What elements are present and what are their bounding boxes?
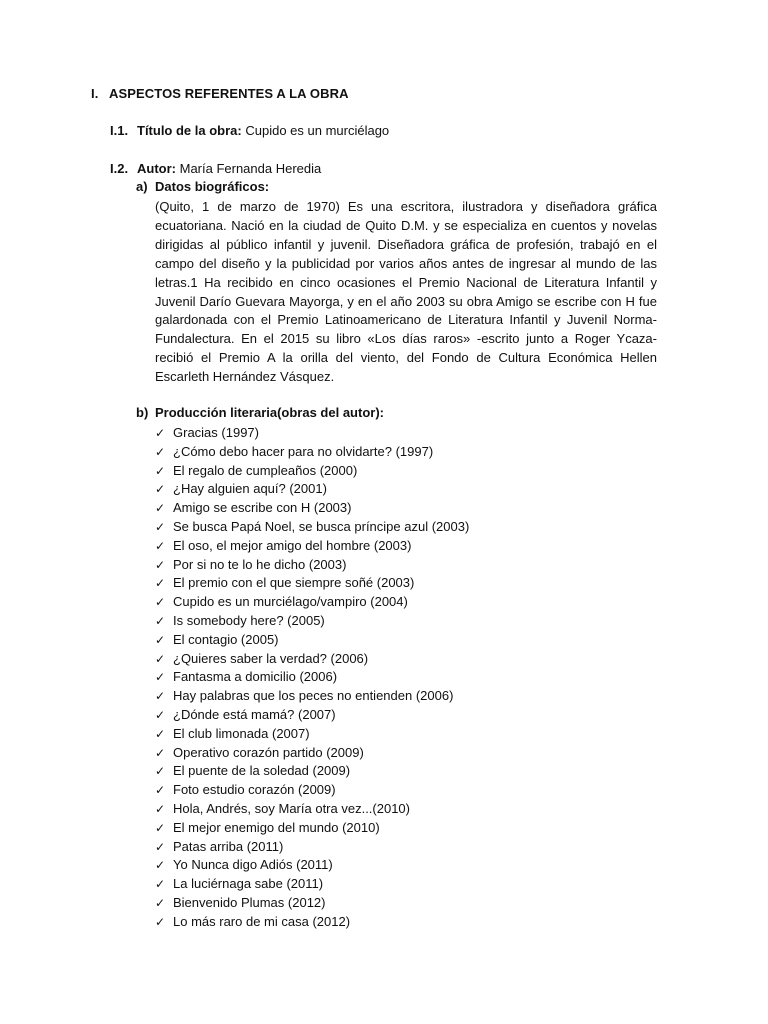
list-item-text: Foto estudio corazón (2009) <box>173 782 336 798</box>
checkmark-icon: ✓ <box>155 689 166 704</box>
checkmark-icon: ✓ <box>155 858 166 873</box>
list-item-text: El club limonada (2007) <box>173 725 310 741</box>
list-item-text: Hola, Andrés, soy María otra vez...(2010) <box>173 800 410 816</box>
list-item-text: Operativo corazón partido (2009) <box>173 744 364 760</box>
checkmark-icon: ✓ <box>155 670 166 685</box>
list-item <box>155 725 469 744</box>
checkmark-icon: ✓ <box>155 783 166 798</box>
list-item-text: El oso, el mejor amigo del hombre (2003) <box>173 537 412 553</box>
list-item-text: Lo más raro de mi casa (2012) <box>173 913 351 929</box>
list-item <box>155 819 469 838</box>
list-item-text: Se busca Papá Noel, se busca príncipe azul (2003) <box>173 518 470 534</box>
list-item-text: Por si no te lo he dicho (2003) <box>173 556 347 572</box>
checkmark-icon: ✓ <box>155 877 166 892</box>
checkmark-icon: ✓ <box>155 914 166 929</box>
works-list <box>155 424 469 932</box>
checkmark-icon: ✓ <box>155 632 166 647</box>
checkmark-icon: ✓ <box>155 538 166 553</box>
list-item-text: Amigo se escribe con H (2003) <box>173 500 352 516</box>
author-line <box>110 161 321 176</box>
checkmark-icon: ✓ <box>155 426 166 440</box>
work-title-number: I.1. <box>110 123 129 138</box>
works-heading-text: Producción literaria(obras del autor): <box>155 405 384 420</box>
list-item <box>155 744 469 763</box>
list-item-text: Fantasma a domicilio (2006) <box>173 669 338 685</box>
list-item-text: ¿Cómo debo hacer para no olvidarte? (1997) <box>173 443 434 459</box>
list-item-text: Cupido es un murciélago/vampiro (2004) <box>173 594 408 610</box>
list-item <box>155 762 469 781</box>
list-item <box>155 574 469 593</box>
work-title-line <box>110 123 389 138</box>
checkmark-icon: ✓ <box>155 613 166 628</box>
list-item <box>155 499 469 518</box>
list-item-text: La luciérnaga sabe (2011) <box>173 876 324 892</box>
list-item <box>155 631 469 650</box>
checkmark-icon: ✓ <box>155 482 166 497</box>
checkmark-icon: ✓ <box>155 707 166 722</box>
section-number: I. <box>91 86 99 101</box>
list-item <box>155 424 469 443</box>
list-item-text: El contagio (2005) <box>173 631 279 647</box>
list-item-text: El puente de la soledad (2009) <box>173 763 351 779</box>
list-item-text: El premio con el que siempre soñé (2003) <box>173 575 415 591</box>
checkmark-icon: ✓ <box>155 557 166 572</box>
list-item-text: ¿Dónde está mamá? (2007) <box>173 706 336 722</box>
checkmark-icon: ✓ <box>155 595 166 610</box>
list-item <box>155 800 469 819</box>
bio-letter: a) <box>136 179 148 194</box>
list-item <box>155 612 469 631</box>
list-item <box>155 706 469 725</box>
author-number: I.2. <box>110 161 129 176</box>
list-item <box>155 650 469 669</box>
list-item <box>155 480 469 499</box>
checkmark-icon: ✓ <box>155 764 166 779</box>
checkmark-icon: ✓ <box>155 820 166 835</box>
list-item-text: Patas arriba (2011) <box>173 838 284 854</box>
list-item <box>155 537 469 556</box>
checkmark-icon: ✓ <box>155 895 166 910</box>
list-item <box>155 668 469 687</box>
checkmark-icon: ✓ <box>155 463 166 478</box>
section-title: ASPECTOS REFERENTES A LA OBRA <box>109 86 349 101</box>
list-item-text: Gracias (1997) <box>173 425 259 440</box>
work-title-label: Título de la obra: <box>137 123 242 138</box>
list-item <box>155 838 469 857</box>
list-item <box>155 462 469 481</box>
list-item <box>155 781 469 800</box>
checkmark-icon: ✓ <box>155 519 166 534</box>
list-item <box>155 913 469 932</box>
checkmark-icon: ✓ <box>155 576 166 591</box>
list-item-text: ¿Quieres saber la verdad? (2006) <box>173 650 369 666</box>
list-item <box>155 856 469 875</box>
works-letter: b) <box>136 405 149 420</box>
list-item-text: ¿Hay alguien aquí? (2001) <box>173 481 327 497</box>
list-item-text: Bienvenido Plumas (2012) <box>173 894 326 910</box>
list-item-text: El regalo de cumpleaños (2000) <box>173 462 358 478</box>
section-heading <box>91 86 349 101</box>
checkmark-icon: ✓ <box>155 651 166 666</box>
work-title-value: Cupido es un murciélago <box>241 123 390 138</box>
list-item <box>155 518 469 537</box>
list-item <box>155 875 469 894</box>
list-item-text: Is somebody here? (2005) <box>173 612 325 628</box>
list-item <box>155 687 469 706</box>
checkmark-icon: ✓ <box>155 745 166 760</box>
checkmark-icon: ✓ <box>155 801 166 816</box>
bio-paragraph: (Quito, 1 de marzo de 1970) Es una escritora, ilustradora y diseñadora gráfica ecuatoriana. Nació en la ciudad de Quito D.M. y se especializa en cuentos y novelas dirigidas al público infantil y juvenil. Diseñadora gráfica de profesión, trabajó en el campo del diseño y la publicidad por varios años antes de ingresar al mundo de las letras.1 Ha recibido en cinco ocasiones el Premio Nacional de Literatura Infantil y Juvenil Darío Guevara Mayorga, y en el año 2003 su obra Amigo se escribe con H fue galardonada con el Premio Latinoamericano de Literatura Infantil y Juvenil Norma-Fundalectura. En el 2015 su libro «Los días raros» -escrito junto a Roger Ycaza- recibió el Premio A la orilla del viento, del Fondo de Cultura Económica Hellen Escarleth Hernández Vásquez. <box>155 199 657 385</box>
list-item <box>155 593 469 612</box>
checkmark-icon: ✓ <box>155 501 166 516</box>
list-item <box>155 443 469 462</box>
list-item-text: Hay palabras que los peces no entienden (2006) <box>173 688 454 704</box>
checkmark-icon: ✓ <box>155 444 166 459</box>
bio-heading-text: Datos biográficos: <box>155 179 270 194</box>
bio-heading <box>136 179 269 194</box>
author-value: María Fernanda Heredia <box>176 161 322 176</box>
list-item <box>155 556 469 575</box>
checkmark-icon: ✓ <box>155 726 166 741</box>
list-item-text: Yo Nunca digo Adiós (2011) <box>173 857 333 873</box>
checkmark-icon: ✓ <box>155 839 166 854</box>
works-heading <box>136 405 384 420</box>
list-item <box>155 894 469 913</box>
author-label: Autor: <box>137 161 176 176</box>
list-item-text: El mejor enemigo del mundo (2010) <box>173 819 380 835</box>
